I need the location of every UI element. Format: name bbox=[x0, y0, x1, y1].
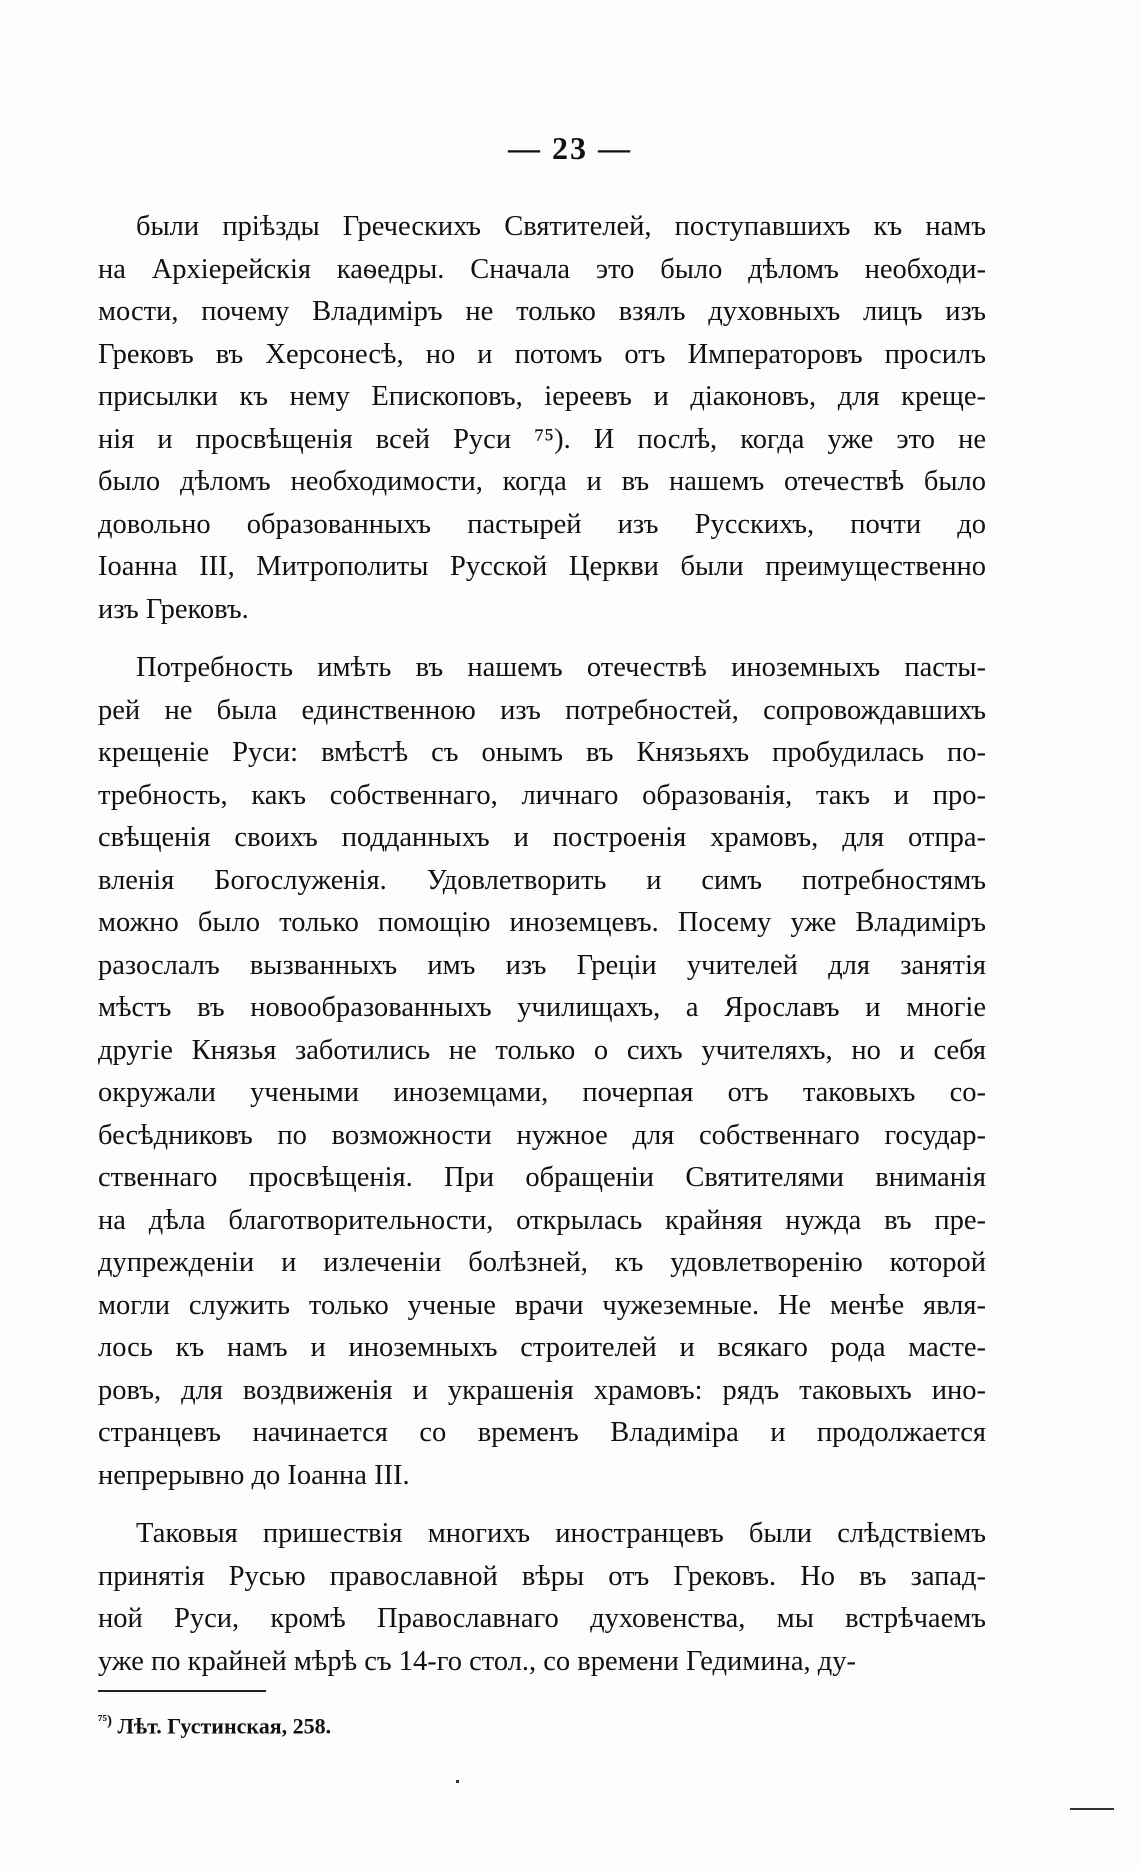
text-line: изъ Грековъ. bbox=[98, 593, 249, 625]
text-line: дупрежденiи и излеченiи болѣзней, къ удовлетворенiю которой bbox=[98, 1247, 986, 1278]
text-line: можно было только помощiю иноземцевъ. Посему уже Владимiръ bbox=[98, 907, 986, 938]
text-line: другiе Князья заботились не только о сихъ учителяхъ, но и себя bbox=[98, 1034, 986, 1066]
body-text bbox=[98, 206, 986, 1683]
text-line: могли служить только ученые врачи чужеземные. Не менѣе явля- bbox=[98, 1289, 986, 1321]
footnote-text: Лѣт. Густинская, 258. bbox=[117, 1713, 332, 1739]
text-line: странцевъ начинается со временъ Владимiра и продолжается bbox=[98, 1417, 986, 1448]
page-number: — 23 — bbox=[508, 130, 632, 166]
paragraph bbox=[98, 647, 986, 1497]
text-line: на Архiерейскiя каѳедры. Сначала это было дѣломъ необходи- bbox=[98, 253, 986, 285]
text-line: присылки къ нему Епископовъ, iереевъ и дiаконовъ, для креще- bbox=[98, 381, 986, 412]
text-line: на дѣла благотворительности, открылась крайняя нужда въ пре- bbox=[98, 1204, 986, 1236]
print-speck bbox=[456, 1780, 459, 1783]
text-line: уже по крайней мѣрѣ съ 14-го стол., со времени Гедимина, ду- bbox=[98, 1645, 856, 1677]
text-line: свѣщенiя своихъ подданныхъ и построенiя храмовъ, для отпра- bbox=[98, 822, 986, 853]
text-line: Таковыя пришествiя многихъ иностранцевъ были слѣдствiемъ bbox=[136, 1518, 986, 1549]
text-line: бесѣдниковъ по возможности нужное для собственнаго государ- bbox=[98, 1119, 986, 1151]
footnote-divider bbox=[98, 1690, 266, 1692]
text-line: довольно образованныхъ пастырей изъ Русскихъ, почти до bbox=[98, 508, 986, 540]
text-line: ственнаго просвѣщенiя. При обращенiи Святителями вниманiя bbox=[98, 1162, 986, 1193]
footnote-mark: ⁷⁵) bbox=[98, 1713, 112, 1729]
text-line: нiя и просвѣщенiя всей Руси ⁷⁵). И послѣ, когда уже это не bbox=[98, 423, 986, 455]
text-line: требность, какъ собственнаго, личнаго образованiя, такъ и про- bbox=[98, 779, 986, 811]
text-line: разослалъ вызванныхъ имъ изъ Грецiи учителей для занятiя bbox=[98, 949, 986, 981]
text-line: ровъ, для воздвиженiя и украшенiя храмовъ: рядъ таковыхъ ино- bbox=[98, 1374, 986, 1406]
paragraph bbox=[98, 206, 986, 631]
text-line: Потребность имѣть въ нашемъ отечествѣ иноземныхъ пасты- bbox=[136, 652, 986, 683]
text-line: мости, почему Владимiръ не только взялъ духовныхъ лицъ изъ bbox=[98, 296, 986, 327]
text-line: крещенiе Руси: вмѣстѣ съ онымъ въ Князьяхъ пробудилась по- bbox=[98, 737, 986, 768]
text-line: вленiя Богослуженiя. Удовлетворить и симъ потребностямъ bbox=[98, 864, 986, 896]
text-line: мѣстъ въ новообразованныхъ училищахъ, а Ярославъ и многiе bbox=[98, 992, 986, 1023]
text-line: Грековъ въ Херсонесѣ, но и потомъ отъ Императоровъ просилъ bbox=[98, 338, 986, 370]
text-line: принятiя Русью православной вѣры отъ Грековъ. Но въ запад- bbox=[98, 1560, 986, 1592]
footnote bbox=[98, 1713, 331, 1739]
text-line: ной Руси, кромѣ Православнаго духовенства, мы встрѣчаемъ bbox=[98, 1603, 986, 1634]
text-line: Iоанна III, Митрополиты Русской Церкви были преимущественно bbox=[98, 551, 986, 582]
print-speck bbox=[1070, 1808, 1114, 1810]
text-line: было дѣломъ необходимости, когда и въ нашемъ отечествѣ было bbox=[98, 466, 986, 497]
paragraph bbox=[98, 1513, 986, 1683]
text-line: были прiѣзды Греческихъ Святителей, поступавшихъ къ намъ bbox=[136, 211, 986, 242]
text-line: непрерывно до Iоанна III. bbox=[98, 1459, 410, 1491]
text-line: окружали учеными иноземцами, почерпая отъ таковыхъ со- bbox=[98, 1077, 986, 1108]
text-line: рей не была единственною изъ потребностей, сопровождавшихъ bbox=[98, 694, 986, 726]
text-line: лось къ намъ и иноземныхъ строителей и всякаго рода масте- bbox=[98, 1332, 986, 1363]
